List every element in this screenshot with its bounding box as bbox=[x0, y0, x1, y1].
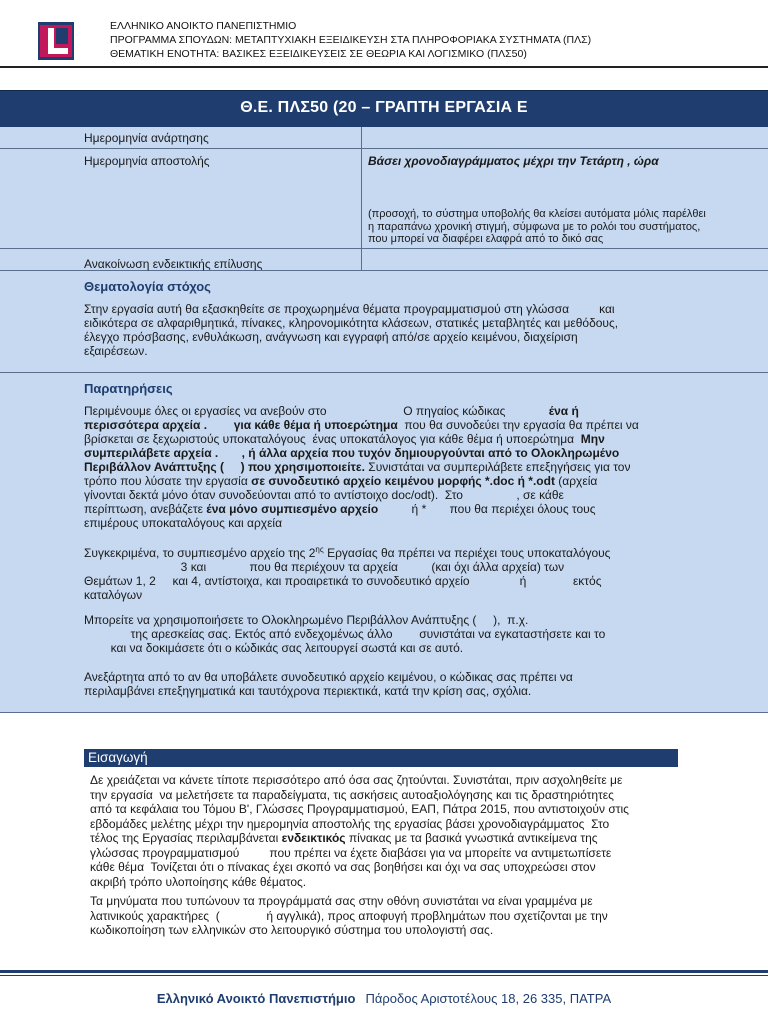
intro-line: κάθε θέμα Τονίζεται ότι ο πίνακας έχει σκοπό να σας βοηθήσει και όχι να σας υποχρεώσει στον bbox=[90, 860, 596, 874]
goals-line: έλεγχο πρόσβασης, ενθυλάκωση, ανάγνωση και εγγραφή από/σε αρχείο κειμένου, διαχείριση bbox=[84, 330, 578, 344]
text-span: (αρχεία bbox=[554, 474, 598, 488]
footer-divider-thin bbox=[0, 975, 768, 976]
bold-span: περισσότερα αρχεία . για κάθε θέμα ή υποερώτημα bbox=[84, 418, 398, 432]
header-university: ΕΛΛΗΝΙΚΟ ΑΝΟΙΚΤΟ ΠΑΝΕΠΙΣΤΗΜΙΟ bbox=[110, 20, 297, 32]
goals-text bbox=[84, 302, 684, 358]
bold-span: Περιβάλλον Ανάπτυξης ( ) που χρησιμοποιείτε. bbox=[84, 460, 365, 474]
intro-line: ακριβή τρόπο υλοποίησης κάθε θέματος. bbox=[90, 874, 307, 889]
row-posting-date bbox=[0, 127, 768, 149]
notes-paragraph-3 bbox=[84, 613, 684, 655]
bold-span: ένα ή bbox=[548, 404, 579, 418]
goals-line: ειδικότερα σε αλφαριθμητικά, πίνακες, κληρονομικότητα κλάσεων, στατικές μεταβλητές και μεθόδους, bbox=[84, 316, 619, 330]
intro-line: γλώσσας προγραμματισμού που πρέπει να έχετε διαβάσει για να μπορείτε να αντιμετωπίσετε bbox=[90, 845, 612, 860]
page-title: Θ.Ε. ΠΛΣ50 (20 – ΓΡΑΠΤΗ ΕΡΓΑΣΙΑ Ε bbox=[240, 99, 528, 116]
intro-line: Τα μηνύματα που τυπώνουν τα προγράμματά σας στην οθόνη συνιστάται να είναι γραμμένα με bbox=[90, 894, 593, 908]
bold-span: ένα μόνο συμπιεσμένο αρχείο bbox=[206, 502, 379, 516]
goals-line: Στην εργασία αυτή θα εξασκηθείτε σε προχωρημένα θέματα προγραμματισμού στη γλώσσα και bbox=[84, 302, 615, 316]
text-span: Περιμένουμε όλες οι εργασίες να ανεβούν στο Ο πηγαίος κώδικας bbox=[84, 404, 549, 418]
notes-line: 3 και που θα περιέχουν τα αρχεία (και όχι άλλα αρχεία) των bbox=[84, 560, 565, 574]
text-span: Συγκεκριμένα, το συμπιεσμένο αρχείο της 2 bbox=[84, 546, 316, 560]
submission-date-label: Ημερομηνία αποστολής bbox=[84, 154, 210, 168]
intro-heading-bar bbox=[84, 749, 678, 767]
notes-line: Μπορείτε να χρησιμοποιήσετε το Ολοκληρωμένο Περιβάλλον Ανάπτυξης ( ), π.χ. bbox=[84, 613, 529, 627]
notes-line bbox=[84, 432, 684, 446]
footer-university-name: Ελληνικό Ανοικτό Πανεπιστήμιο bbox=[156, 991, 356, 1006]
goals-title: Θεματολογία στόχος bbox=[84, 279, 211, 294]
notes-line bbox=[84, 502, 684, 516]
submission-note-line: η παραπάνω χρονική στιγμή, σύμφωνα με το ρολόι του συστήματος, bbox=[368, 220, 701, 233]
notes-title: Παρατηρήσεις bbox=[84, 381, 173, 396]
notes-line bbox=[84, 404, 684, 418]
notes-line: της αρεσκείας σας. Εκτός από ενδεχομένως άλλο συνιστάται να εγκαταστήσετε και το bbox=[84, 627, 606, 641]
bold-span: σε συνοδευτικό αρχείο κειμένου μορφής *.doc ή *.odt bbox=[251, 474, 555, 488]
bold-span: συμπεριλάβετε αρχεία . , ή άλλα αρχεία που τυχόν δημιουργούνται από το Ολοκληρωμένο bbox=[84, 446, 620, 460]
text-span: βρίσκεται σε ξεχωριστούς υποκαταλόγους ένας υποκατάλογος για κάθε θέμα ή υποερώτημα bbox=[84, 432, 581, 446]
notes-line bbox=[84, 418, 684, 432]
row-submission-date bbox=[0, 149, 768, 249]
notes-line: γίνονται δεκτά μόνο όταν συνοδεύονται από το αντίστοιχο doc/odt). Στο , σε κάθε bbox=[84, 488, 564, 502]
footer-address: Πάροδος Αριστοτέλους 18, 26 335, ΠΑΤΡΑ bbox=[365, 991, 612, 1006]
submission-note bbox=[368, 208, 706, 246]
page-footer bbox=[0, 991, 768, 1006]
bold-span: Μην bbox=[580, 432, 605, 446]
text-span: Συνιστάται να συμπεριλάβετε επεξηγήσεις για τον bbox=[364, 460, 631, 474]
text-span: περίπτωση, ανεβάζετε bbox=[84, 502, 207, 516]
notes-line bbox=[84, 446, 684, 460]
superscript: ης bbox=[315, 545, 324, 554]
header-text bbox=[110, 19, 591, 61]
title-bar bbox=[0, 90, 768, 128]
notes-line bbox=[84, 543, 684, 560]
notes-line: Ανεξάρτητα από το αν θα υποβάλετε συνοδευτικό αρχείο κειμένου, ο κώδικας σας πρέπει να bbox=[84, 670, 573, 684]
notes-paragraph-2 bbox=[84, 543, 684, 602]
intro-title: Εισαγωγή bbox=[88, 750, 148, 765]
footer-divider bbox=[0, 970, 768, 973]
solution-label: Ανακοίνωση ενδεικτικής επίλυσης bbox=[84, 257, 263, 271]
submission-note-line: που μπορεί να διαφέρει ελαφρά από το δικό σας bbox=[368, 233, 604, 245]
notes-paragraph-1 bbox=[84, 404, 684, 530]
header-program: ΠΡΟΓΡΑΜΜΑ ΣΠΟΥΔΩΝ: ΜΕΤΑΠΤΥΧΙΑΚΗ ΕΞΕΙΔΙΚΕΥΣΗ ΣΤΑ ΠΛΗΡΟΦΟΡΙΑΚΑ ΣΥΣΤΗΜΑΤΑ (ΠΛΣ) bbox=[110, 34, 592, 46]
row-solution-announcement bbox=[0, 249, 768, 271]
goals-line: εξαιρέσεων. bbox=[84, 344, 148, 358]
notes-section bbox=[0, 373, 768, 713]
notes-line: Θεμάτων 1, 2 και 4, αντίστοιχα, και προαιρετικά το συνοδευτικό αρχείο ή εκτός bbox=[84, 574, 602, 588]
goals-section bbox=[0, 271, 768, 373]
submission-note-line: (προσοχή, το σύστημα υποβολής θα κλείσει αυτόματα μόλις παρέλθει bbox=[368, 208, 706, 220]
text-span: που θα συνοδεύει την εργασία θα πρέπει να bbox=[397, 418, 639, 432]
intro-line: κωδικοποίηση των ελληνικών στο λειτουργικό σύστημα του υπολογιστή σας. bbox=[90, 923, 494, 937]
intro-line: λατινικούς χαρακτήρες ( ή αγγλικά), προς αποφυγή προβλημάτων που σχετίζονται με την bbox=[90, 908, 608, 923]
notes-line: και να δοκιμάσετε ότι ο κώδικάς σας λειτουργεί σωστά και σε αυτό. bbox=[84, 641, 464, 655]
intro-line bbox=[90, 831, 678, 846]
intro-paragraph-1 bbox=[90, 773, 678, 889]
posting-date-label: Ημερομηνία ανάρτησης bbox=[84, 131, 209, 145]
bold-span: ενδεικτικός bbox=[281, 831, 346, 845]
intro-line: εβδομάδες μελέτης μέχρι την ημερομηνία αποστολής της εργασίας βάσει χρονοδιαγράμματος Στο bbox=[90, 816, 610, 831]
submission-deadline: Βάσει χρονοδιαγράμματος μέχρι την Τετάρτη , ώρα bbox=[368, 154, 659, 168]
table-divider bbox=[361, 249, 362, 270]
text-span: ή * που θα περιέχει όλους τους bbox=[378, 502, 596, 516]
university-logo-icon bbox=[38, 22, 74, 60]
intro-line: Δε χρειάζεται να κάνετε τίποτε περισσότερο από όσα σας ζητούνται. Συνιστάται, πριν ασχοληθείτε με bbox=[90, 773, 623, 787]
notes-paragraph-4 bbox=[84, 670, 684, 698]
table-divider bbox=[361, 127, 362, 148]
document-header bbox=[0, 0, 768, 70]
text-span: τέλος της Εργασίας περιλαμβάνεται bbox=[90, 831, 282, 845]
intro-paragraph-2 bbox=[90, 894, 678, 938]
notes-line: καταλόγων bbox=[84, 588, 143, 602]
notes-line bbox=[84, 460, 684, 474]
header-module: ΘΕΜΑΤΙΚΗ ΕΝΟΤΗΤΑ: ΒΑΣΙΚΕΣ ΕΞΕΙΔΙΚΕΥΣΕΙΣ ΣΕ ΘΕΩΡΙΑ ΚΑΙ ΛΟΓΙΣΜΙΚΟ (ΠΛΣ50) bbox=[110, 48, 527, 60]
notes-line: περιλαμβάνει επεξηγηματικά και ταυτόχρονα περιεκτικά, κατά την κρίση σας, σχόλια. bbox=[84, 684, 532, 698]
notes-line: επιμέρους υποκαταλόγους και αρχεία bbox=[84, 516, 283, 530]
text-span: πίνακας με τα βασικά γνωστικά αντικείμενα της bbox=[345, 831, 598, 845]
intro-line: την εργασία να μελετήσετε τα παραδείγματα, τις ασκήσεις αυτοαξιολόγησης και τις δραστηριότητες bbox=[90, 787, 614, 802]
notes-line bbox=[84, 474, 684, 488]
header-divider bbox=[0, 66, 768, 68]
intro-line: από τα κεφάλαια του Τόμου Β', Γλώσσες Προγραμματισμού, ΕΑΠ, Πάτρα 2015, που αντιστοιχούν στις bbox=[90, 802, 629, 816]
text-span: Εργασίας θα πρέπει να περιέχει τους υποκαταλόγους bbox=[323, 546, 611, 560]
table-divider bbox=[361, 149, 362, 248]
text-span: τρόπο που λύσατε την εργασία bbox=[84, 474, 252, 488]
